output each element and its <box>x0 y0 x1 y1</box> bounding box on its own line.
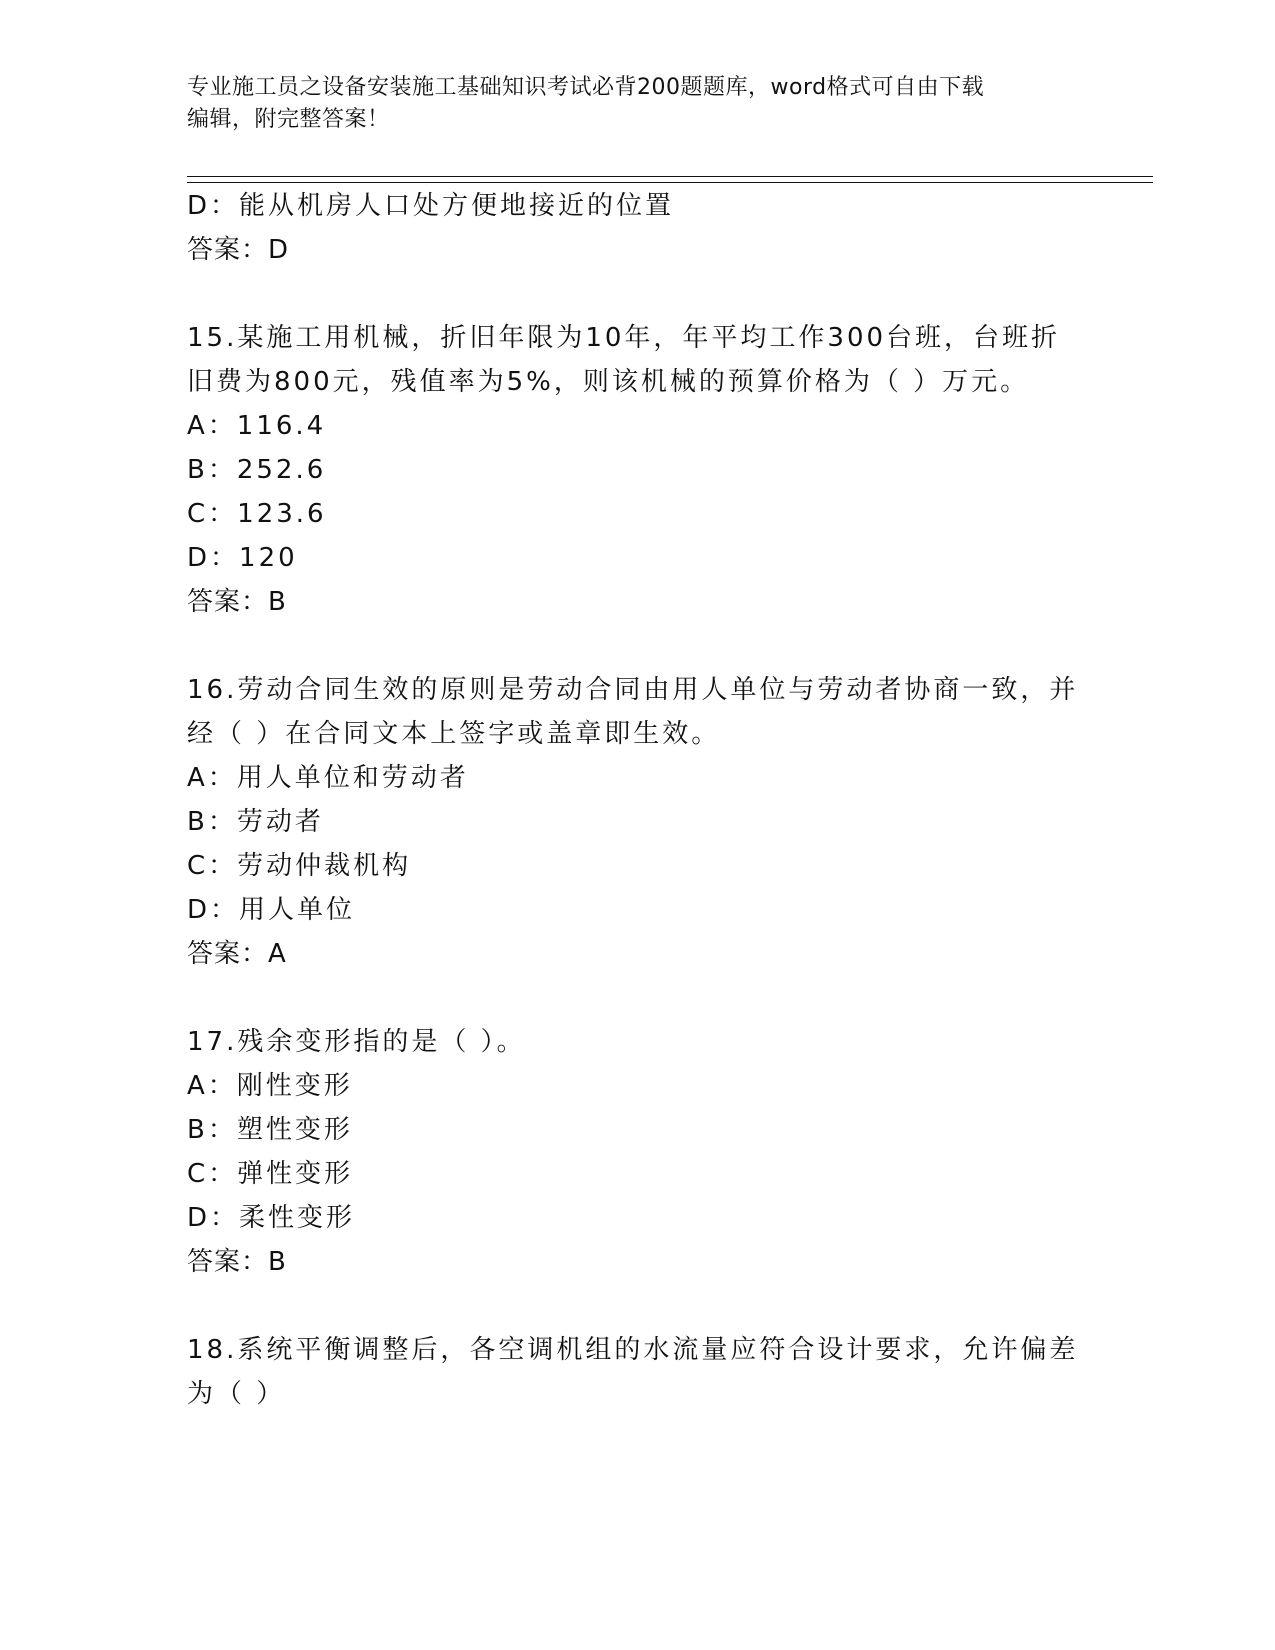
question-16-stem-line-1: 16.劳动合同生效的原则是劳动合同由用人单位与劳动者协商一致，并 <box>187 675 1079 705</box>
question-15-option-b: B：252.6 <box>187 455 327 485</box>
question-17-option-a: A：刚性变形 <box>187 1071 353 1101</box>
question-16-stem-line-2: 经（ ）在合同文本上签字或盖章即生效。 <box>187 719 721 749</box>
question-18-stem-line-1: 18.系统平衡调整后，各空调机组的水流量应符合设计要求，允许偏差 <box>187 1335 1079 1365</box>
question-15-option-a: A：116.4 <box>187 411 327 441</box>
header-line-1: 专业施工员之设备安装施工基础知识考试必背200题题库，word格式可自由下载 <box>187 75 985 100</box>
question-17-stem-line-1: 17.残余变形指的是（ ）。 <box>187 1027 526 1057</box>
header-rule-bottom <box>187 182 1153 183</box>
question-16-option-d: D：用人单位 <box>187 895 356 925</box>
question-15-stem-line-2: 旧费为800元，残值率为5%，则该机械的预算价格为（ ）万元。 <box>187 367 1030 397</box>
question-16-option-a: A：用人单位和劳动者 <box>187 763 469 793</box>
question-17-option-b: B：塑性变形 <box>187 1115 353 1145</box>
header-line-2: 编辑，附完整答案！ <box>187 107 390 132</box>
question-15-option-c: C：123.6 <box>187 499 327 529</box>
question-16-option-b: B：劳动者 <box>187 807 324 837</box>
question-15-option-d: D：120 <box>187 543 298 573</box>
option-d: D：能从机房人口处方便地接近的位置 <box>187 191 675 221</box>
answer-line: 答案：D <box>187 235 290 265</box>
question-17-option-d: D：柔性变形 <box>187 1203 356 1233</box>
question-15-stem-line-1: 15.某施工用机械，折旧年限为10年，年平均工作300台班，台班折 <box>187 323 1061 353</box>
question-16-answer: 答案：A <box>187 939 287 969</box>
question-17-option-c: C：弹性变形 <box>187 1159 354 1189</box>
question-15-answer: 答案：B <box>187 587 287 617</box>
header-rule-top <box>187 176 1153 177</box>
question-18-stem-line-2: 为（ ） <box>187 1379 286 1409</box>
question-17-answer: 答案：B <box>187 1247 287 1277</box>
question-16-option-c: C：劳动仲裁机构 <box>187 851 412 881</box>
document-header <box>187 72 1087 136</box>
